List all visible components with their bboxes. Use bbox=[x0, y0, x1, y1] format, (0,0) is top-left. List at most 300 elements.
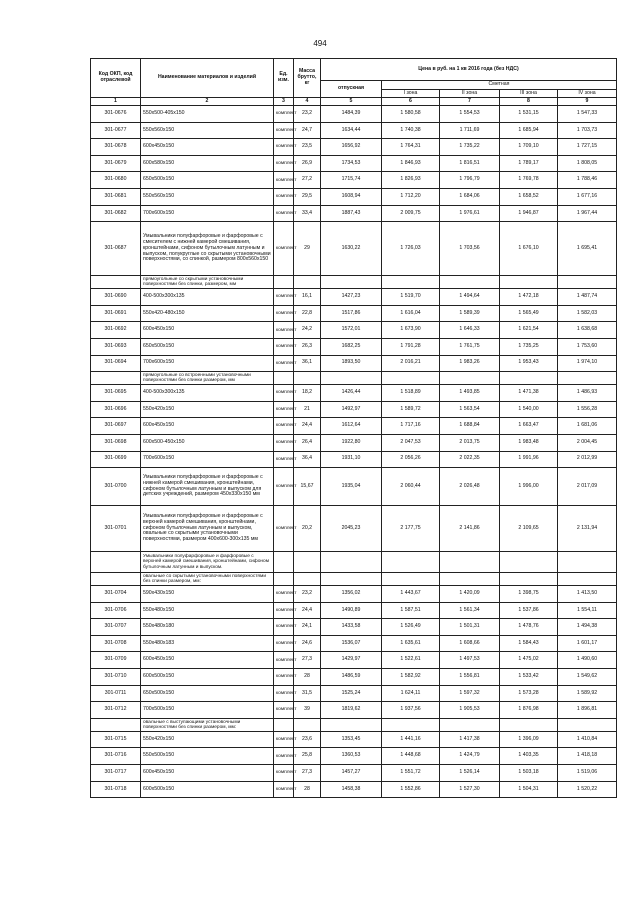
mass-cell: 18,2 bbox=[294, 385, 321, 402]
zone3-price-cell: 1 472,18 bbox=[500, 289, 558, 306]
mass-cell: 23,6 bbox=[294, 731, 321, 748]
zone1-price-cell: 1 673,90 bbox=[382, 322, 440, 339]
header-price-group: Цена в руб. на 1 кв 2016 года (без НДС) bbox=[321, 59, 617, 81]
code-cell: 301-0677 bbox=[91, 122, 141, 139]
zone2-price-cell bbox=[440, 372, 500, 385]
release-price-cell: 2045,23 bbox=[321, 506, 382, 552]
zone2-price-cell: 1 494,64 bbox=[440, 289, 500, 306]
name-cell: 650x500x150 bbox=[141, 172, 274, 189]
zone2-price-cell: 1 646,33 bbox=[440, 322, 500, 339]
code-cell: 301-0718 bbox=[91, 781, 141, 798]
table-row bbox=[91, 172, 617, 189]
zone4-price-cell: 1 410,84 bbox=[558, 731, 617, 748]
release-price-cell: 1931,10 bbox=[321, 451, 382, 468]
zone1-price-cell: 1 443,67 bbox=[382, 586, 440, 603]
zone1-price-cell bbox=[382, 372, 440, 385]
release-price-cell: 1893,50 bbox=[321, 355, 382, 372]
table-row bbox=[91, 702, 617, 719]
zone4-price-cell bbox=[558, 718, 617, 731]
mass-cell: 26,3 bbox=[294, 338, 321, 355]
mass-cell: 28 bbox=[294, 781, 321, 798]
mass-cell bbox=[294, 276, 321, 289]
table-row bbox=[91, 385, 617, 402]
zone1-price-cell: 1 441,16 bbox=[382, 731, 440, 748]
header-code: Код ОКП, код отраслевой bbox=[91, 59, 141, 98]
name-cell: 600x500-450x150 bbox=[141, 434, 274, 451]
mass-cell bbox=[294, 372, 321, 385]
zone4-price-cell: 1 638,68 bbox=[558, 322, 617, 339]
zone2-price-cell: 2 141,86 bbox=[440, 506, 500, 552]
unit-cell: комплект bbox=[274, 322, 294, 339]
subheading-row bbox=[91, 573, 617, 586]
unit-cell: комплект bbox=[274, 506, 294, 552]
zone4-price-cell: 1 554,11 bbox=[558, 602, 617, 619]
zone3-price-cell: 2 109,65 bbox=[500, 506, 558, 552]
release-price-cell: 1922,80 bbox=[321, 434, 382, 451]
unit-cell: комплект bbox=[274, 106, 294, 123]
column-index: 7 bbox=[440, 98, 500, 106]
release-price-cell: 1490,89 bbox=[321, 602, 382, 619]
name-cell: 600x450x150 bbox=[141, 652, 274, 669]
release-price-cell: 1458,38 bbox=[321, 781, 382, 798]
zone2-price-cell: 1 688,84 bbox=[440, 418, 500, 435]
zone3-price-cell: 1 983,48 bbox=[500, 434, 558, 451]
table-row bbox=[91, 418, 617, 435]
zone3-price-cell: 1 398,75 bbox=[500, 586, 558, 603]
table-row bbox=[91, 155, 617, 172]
code-cell: 301-0692 bbox=[91, 322, 141, 339]
release-price-cell: 1935,04 bbox=[321, 468, 382, 506]
zone4-price-cell: 1 556,28 bbox=[558, 401, 617, 418]
code-cell: 301-0717 bbox=[91, 765, 141, 782]
header-release: отпускная bbox=[321, 81, 382, 98]
zone3-price-cell: 1 584,43 bbox=[500, 635, 558, 652]
zone1-price-cell: 1 826,93 bbox=[382, 172, 440, 189]
zone1-price-cell: 1 587,51 bbox=[382, 602, 440, 619]
table-row bbox=[91, 586, 617, 603]
table-row bbox=[91, 139, 617, 156]
mass-cell: 24,4 bbox=[294, 418, 321, 435]
code-cell: 301-0699 bbox=[91, 451, 141, 468]
unit-cell: комплект bbox=[274, 289, 294, 306]
table-row bbox=[91, 619, 617, 636]
release-price-cell: 1426,44 bbox=[321, 385, 382, 402]
zone1-price-cell: 1 580,58 bbox=[382, 106, 440, 123]
unit-cell: комплект bbox=[274, 451, 294, 468]
code-cell: 301-0695 bbox=[91, 385, 141, 402]
release-price-cell: 1433,58 bbox=[321, 619, 382, 636]
zone3-price-cell bbox=[500, 573, 558, 586]
zone3-price-cell bbox=[500, 718, 558, 731]
subheading-row bbox=[91, 276, 617, 289]
zone2-price-cell: 1 905,53 bbox=[440, 702, 500, 719]
release-price-cell: 1360,53 bbox=[321, 748, 382, 765]
zone4-price-cell: 1 549,62 bbox=[558, 669, 617, 686]
column-index: 1 bbox=[91, 98, 141, 106]
code-cell bbox=[91, 372, 141, 385]
table-row bbox=[91, 322, 617, 339]
code-cell bbox=[91, 718, 141, 731]
mass-cell: 27,2 bbox=[294, 172, 321, 189]
mass-cell: 26,9 bbox=[294, 155, 321, 172]
name-cell: 600x450x150 bbox=[141, 418, 274, 435]
zone3-price-cell: 1 537,86 bbox=[500, 602, 558, 619]
zone4-price-cell: 1 490,60 bbox=[558, 652, 617, 669]
name-cell: 550x420-480x150 bbox=[141, 305, 274, 322]
unit-cell: комплект bbox=[274, 586, 294, 603]
zone4-price-cell: 1 547,33 bbox=[558, 106, 617, 123]
code-cell: 301-0687 bbox=[91, 222, 141, 276]
mass-cell: 29 bbox=[294, 222, 321, 276]
zone1-price-cell bbox=[382, 718, 440, 731]
zone1-price-cell: 1 518,89 bbox=[382, 385, 440, 402]
zone4-price-cell: 1 520,22 bbox=[558, 781, 617, 798]
zone1-price-cell: 1 551,72 bbox=[382, 765, 440, 782]
zone1-price-cell: 1 791,28 bbox=[382, 338, 440, 355]
zone3-price-cell: 1 996,00 bbox=[500, 468, 558, 506]
zone3-price-cell: 1 504,31 bbox=[500, 781, 558, 798]
zone2-price-cell: 2 026,48 bbox=[440, 468, 500, 506]
release-price-cell: 1630,22 bbox=[321, 222, 382, 276]
code-cell: 301-0698 bbox=[91, 434, 141, 451]
release-price-cell: 1572,01 bbox=[321, 322, 382, 339]
table-row bbox=[91, 355, 617, 372]
zone3-price-cell bbox=[500, 552, 558, 573]
release-price-cell bbox=[321, 573, 382, 586]
zone2-price-cell: 1 761,75 bbox=[440, 338, 500, 355]
zone2-price-cell: 1 711,69 bbox=[440, 122, 500, 139]
zone3-price-cell: 1 658,52 bbox=[500, 188, 558, 205]
mass-cell bbox=[294, 718, 321, 731]
subheading-row bbox=[91, 552, 617, 573]
unit-cell: комплект bbox=[274, 669, 294, 686]
code-cell: 301-0706 bbox=[91, 602, 141, 619]
release-price-cell: 1634,44 bbox=[321, 122, 382, 139]
name-cell: 550x420x150 bbox=[141, 401, 274, 418]
mass-cell: 23,2 bbox=[294, 586, 321, 603]
unit-cell bbox=[274, 276, 294, 289]
table-row bbox=[91, 635, 617, 652]
zone1-price-cell: 1 526,49 bbox=[382, 619, 440, 636]
zone3-price-cell: 1 471,38 bbox=[500, 385, 558, 402]
mass-cell: 26,4 bbox=[294, 434, 321, 451]
zone1-price-cell: 1 764,31 bbox=[382, 139, 440, 156]
zone3-price-cell: 1 531,15 bbox=[500, 106, 558, 123]
zone4-price-cell: 1 753,60 bbox=[558, 338, 617, 355]
zone3-price-cell: 1 946,87 bbox=[500, 205, 558, 222]
zone3-price-cell: 1 533,42 bbox=[500, 669, 558, 686]
table-row bbox=[91, 781, 617, 798]
code-cell: 301-0710 bbox=[91, 669, 141, 686]
table-row bbox=[91, 669, 617, 686]
name-cell: Умывальники полуфарфоровые и фарфоровые с нижней камерой смешивания, кронштейнами, сифоном бутылочным латунным и выпуском для детских учреждений, размером 450x330x150 мм bbox=[141, 468, 274, 506]
code-cell bbox=[91, 573, 141, 586]
release-price-cell: 1429,97 bbox=[321, 652, 382, 669]
subheading-cell: овальные со скрытыми установочными поверхностями без спинки размером, мм: bbox=[141, 573, 274, 586]
mass-cell: 24,2 bbox=[294, 322, 321, 339]
unit-cell: комплект bbox=[274, 781, 294, 798]
code-cell bbox=[91, 276, 141, 289]
zone4-price-cell: 1 808,05 bbox=[558, 155, 617, 172]
zone1-price-cell: 1 624,11 bbox=[382, 685, 440, 702]
code-cell: 301-0676 bbox=[91, 106, 141, 123]
code-cell: 301-0691 bbox=[91, 305, 141, 322]
zone4-price-cell: 2 017,09 bbox=[558, 468, 617, 506]
name-cell: 590x430x150 bbox=[141, 586, 274, 603]
zone3-price-cell: 1 709,10 bbox=[500, 139, 558, 156]
zone4-price-cell: 1 677,16 bbox=[558, 188, 617, 205]
name-cell: 400-500x300x135 bbox=[141, 385, 274, 402]
zone4-price-cell: 1 681,06 bbox=[558, 418, 617, 435]
zone2-price-cell: 1 561,34 bbox=[440, 602, 500, 619]
unit-cell: комплект bbox=[274, 355, 294, 372]
table-row bbox=[91, 731, 617, 748]
mass-cell: 24,6 bbox=[294, 635, 321, 652]
header-name: Наименование материалов и изделий bbox=[141, 59, 274, 98]
zone4-price-cell bbox=[558, 276, 617, 289]
column-index: 3 bbox=[274, 98, 294, 106]
zone2-price-cell: 1 493,85 bbox=[440, 385, 500, 402]
zone1-price-cell: 1 846,93 bbox=[382, 155, 440, 172]
table-row bbox=[91, 188, 617, 205]
price-table-body bbox=[91, 59, 617, 798]
zone3-price-cell: 1 991,96 bbox=[500, 451, 558, 468]
unit-cell: комплект bbox=[274, 305, 294, 322]
code-cell: 301-0696 bbox=[91, 401, 141, 418]
zone4-price-cell: 1 519,06 bbox=[558, 765, 617, 782]
code-cell: 301-0693 bbox=[91, 338, 141, 355]
unit-cell: комплект bbox=[274, 685, 294, 702]
zone1-price-cell: 1 717,16 bbox=[382, 418, 440, 435]
header-zone-1: I зона bbox=[382, 90, 440, 98]
zone1-price-cell: 1 519,70 bbox=[382, 289, 440, 306]
mass-cell: 28 bbox=[294, 669, 321, 686]
zone4-price-cell: 1 601,17 bbox=[558, 635, 617, 652]
mass-cell: 27,3 bbox=[294, 652, 321, 669]
release-price-cell: 1612,64 bbox=[321, 418, 382, 435]
zone1-price-cell: 1 726,03 bbox=[382, 222, 440, 276]
zone2-price-cell: 1 420,09 bbox=[440, 586, 500, 603]
unit-cell: комплект bbox=[274, 702, 294, 719]
mass-cell: 21 bbox=[294, 401, 321, 418]
zone1-price-cell: 1 740,38 bbox=[382, 122, 440, 139]
zone3-price-cell: 1 676,10 bbox=[500, 222, 558, 276]
zone4-price-cell: 1 727,15 bbox=[558, 139, 617, 156]
unit-cell bbox=[274, 372, 294, 385]
zone1-price-cell: 1 522,61 bbox=[382, 652, 440, 669]
release-price-cell bbox=[321, 276, 382, 289]
zone4-price-cell: 1 582,03 bbox=[558, 305, 617, 322]
zone1-price-cell: 2 016,21 bbox=[382, 355, 440, 372]
zone4-price-cell: 2 012,99 bbox=[558, 451, 617, 468]
unit-cell: комплект bbox=[274, 155, 294, 172]
zone4-price-cell: 1 967,44 bbox=[558, 205, 617, 222]
unit-cell: комплект bbox=[274, 122, 294, 139]
table-row bbox=[91, 602, 617, 619]
name-cell: Умывальники полуфарфоровые и фарфоровые с верхней камерой смешивания, кронштейнами, сифоном бутылочным латунным и выпуском, овальные со скрытыми установочными поверхностями, размером 400x600-300x135 мм bbox=[141, 506, 274, 552]
column-index: 9 bbox=[558, 98, 617, 106]
code-cell: 301-0715 bbox=[91, 731, 141, 748]
zone2-price-cell bbox=[440, 276, 500, 289]
table-row bbox=[91, 205, 617, 222]
unit-cell: комплект bbox=[274, 434, 294, 451]
zone4-price-cell bbox=[558, 552, 617, 573]
name-cell: 600x580x150 bbox=[141, 155, 274, 172]
zone4-price-cell: 2 131,94 bbox=[558, 506, 617, 552]
name-cell: 700x600x150 bbox=[141, 355, 274, 372]
name-cell: 650x500x150 bbox=[141, 338, 274, 355]
table-row bbox=[91, 305, 617, 322]
header-zone-4: IV зона bbox=[558, 90, 617, 98]
unit-cell: комплект bbox=[274, 602, 294, 619]
column-index: 4 bbox=[294, 98, 321, 106]
release-price-cell: 1682,25 bbox=[321, 338, 382, 355]
zone2-price-cell: 1 597,32 bbox=[440, 685, 500, 702]
zone2-price-cell: 1 554,53 bbox=[440, 106, 500, 123]
name-cell: 700x500x150 bbox=[141, 702, 274, 719]
zone4-price-cell: 1 703,73 bbox=[558, 122, 617, 139]
code-cell: 301-0712 bbox=[91, 702, 141, 719]
release-price-cell: 1819,62 bbox=[321, 702, 382, 719]
zone2-price-cell: 1 976,61 bbox=[440, 205, 500, 222]
column-index: 2 bbox=[141, 98, 274, 106]
zone3-price-cell: 1 475,02 bbox=[500, 652, 558, 669]
zone3-price-cell: 1 573,28 bbox=[500, 685, 558, 702]
release-price-cell: 1536,07 bbox=[321, 635, 382, 652]
code-cell: 301-0682 bbox=[91, 205, 141, 222]
release-price-cell: 1734,53 bbox=[321, 155, 382, 172]
release-price-cell: 1484,39 bbox=[321, 106, 382, 123]
code-cell: 301-0679 bbox=[91, 155, 141, 172]
zone4-price-cell bbox=[558, 573, 617, 586]
name-cell: 400-500x300x135 bbox=[141, 289, 274, 306]
zone2-price-cell: 1 563,54 bbox=[440, 401, 500, 418]
zone4-price-cell: 1 695,41 bbox=[558, 222, 617, 276]
release-price-cell bbox=[321, 552, 382, 573]
name-cell: 700x600x150 bbox=[141, 451, 274, 468]
zone1-price-cell: 2 060,44 bbox=[382, 468, 440, 506]
name-cell: 600x500x150 bbox=[141, 669, 274, 686]
zone4-price-cell bbox=[558, 372, 617, 385]
table-row bbox=[91, 468, 617, 506]
zone3-price-cell bbox=[500, 372, 558, 385]
code-cell: 301-0694 bbox=[91, 355, 141, 372]
zone1-price-cell: 2 009,75 bbox=[382, 205, 440, 222]
header-mass: Масса брутто, кг bbox=[294, 59, 321, 98]
mass-cell: 24,1 bbox=[294, 619, 321, 636]
subheading-cell: прямоугольные со встроенными установочными поверхностями без спинки размером, мм bbox=[141, 372, 274, 385]
zone3-price-cell: 1 685,94 bbox=[500, 122, 558, 139]
zone1-price-cell: 1 589,72 bbox=[382, 401, 440, 418]
column-index-row bbox=[91, 98, 617, 106]
zone3-price-cell: 1 953,43 bbox=[500, 355, 558, 372]
mass-cell: 24,7 bbox=[294, 122, 321, 139]
zone1-price-cell: 1 448,68 bbox=[382, 748, 440, 765]
mass-cell: 27,3 bbox=[294, 765, 321, 782]
name-cell: 550x500x150 bbox=[141, 748, 274, 765]
zone3-price-cell: 1 735,25 bbox=[500, 338, 558, 355]
code-cell: 301-0697 bbox=[91, 418, 141, 435]
code-cell: 301-0711 bbox=[91, 685, 141, 702]
mass-cell: 22,8 bbox=[294, 305, 321, 322]
code-cell: 301-0704 bbox=[91, 586, 141, 603]
table-row bbox=[91, 401, 617, 418]
zone2-price-cell: 2 013,75 bbox=[440, 434, 500, 451]
zone3-price-cell: 1 503,18 bbox=[500, 765, 558, 782]
unit-cell: комплект bbox=[274, 205, 294, 222]
name-cell: 650x500x150 bbox=[141, 685, 274, 702]
unit-cell: комплект bbox=[274, 385, 294, 402]
name-cell: 600x450x150 bbox=[141, 765, 274, 782]
header-unit: Ед. изм. bbox=[274, 59, 294, 98]
mass-cell: 24,4 bbox=[294, 602, 321, 619]
table-row bbox=[91, 106, 617, 123]
zone1-price-cell: 1 582,92 bbox=[382, 669, 440, 686]
mass-cell: 33,4 bbox=[294, 205, 321, 222]
table-row bbox=[91, 289, 617, 306]
code-cell: 301-0708 bbox=[91, 635, 141, 652]
unit-cell: комплект bbox=[274, 418, 294, 435]
unit-cell: комплект bbox=[274, 401, 294, 418]
mass-cell: 39 bbox=[294, 702, 321, 719]
unit-cell: комплект bbox=[274, 338, 294, 355]
release-price-cell: 1492,97 bbox=[321, 401, 382, 418]
zone3-price-cell: 1 621,54 bbox=[500, 322, 558, 339]
zone2-price-cell: 2 022,35 bbox=[440, 451, 500, 468]
unit-cell: комплект bbox=[274, 468, 294, 506]
zone3-price-cell: 1 769,78 bbox=[500, 172, 558, 189]
release-price-cell: 1656,92 bbox=[321, 139, 382, 156]
unit-cell: комплект bbox=[274, 731, 294, 748]
zone2-price-cell: 1 417,38 bbox=[440, 731, 500, 748]
page-number: 494 bbox=[313, 39, 327, 48]
release-price-cell bbox=[321, 718, 382, 731]
code-cell: 301-0678 bbox=[91, 139, 141, 156]
zone2-price-cell: 1 684,06 bbox=[440, 188, 500, 205]
unit-cell bbox=[274, 552, 294, 573]
mass-cell bbox=[294, 573, 321, 586]
code-cell: 301-0681 bbox=[91, 188, 141, 205]
zone4-price-cell: 1 413,50 bbox=[558, 586, 617, 603]
release-price-cell: 1427,23 bbox=[321, 289, 382, 306]
unit-cell: комплект bbox=[274, 172, 294, 189]
name-cell: 550x560x150 bbox=[141, 188, 274, 205]
mass-cell bbox=[294, 552, 321, 573]
zone3-price-cell: 1 789,17 bbox=[500, 155, 558, 172]
zone2-price-cell: 1 497,53 bbox=[440, 652, 500, 669]
release-price-cell: 1608,94 bbox=[321, 188, 382, 205]
zone2-price-cell: 1 735,22 bbox=[440, 139, 500, 156]
subheading-cell: прямоугольные со скрытыми установочными поверхностями без спинки, размером, мм bbox=[141, 276, 274, 289]
release-price-cell bbox=[321, 372, 382, 385]
mass-cell: 36,4 bbox=[294, 451, 321, 468]
zone4-price-cell: 1 494,38 bbox=[558, 619, 617, 636]
zone1-price-cell: 2 056,26 bbox=[382, 451, 440, 468]
code-cell: 301-0700 bbox=[91, 468, 141, 506]
name-cell: 550x420x150 bbox=[141, 731, 274, 748]
zone1-price-cell bbox=[382, 552, 440, 573]
zone4-price-cell: 1 486,93 bbox=[558, 385, 617, 402]
unit-cell: комплект bbox=[274, 765, 294, 782]
zone2-price-cell bbox=[440, 573, 500, 586]
zone4-price-cell: 1 487,74 bbox=[558, 289, 617, 306]
code-cell: 301-0680 bbox=[91, 172, 141, 189]
name-cell: 550x560x150 bbox=[141, 122, 274, 139]
zone2-price-cell: 1 527,30 bbox=[440, 781, 500, 798]
release-price-cell: 1715,74 bbox=[321, 172, 382, 189]
zone2-price-cell: 1 983,26 bbox=[440, 355, 500, 372]
release-price-cell: 1517,86 bbox=[321, 305, 382, 322]
